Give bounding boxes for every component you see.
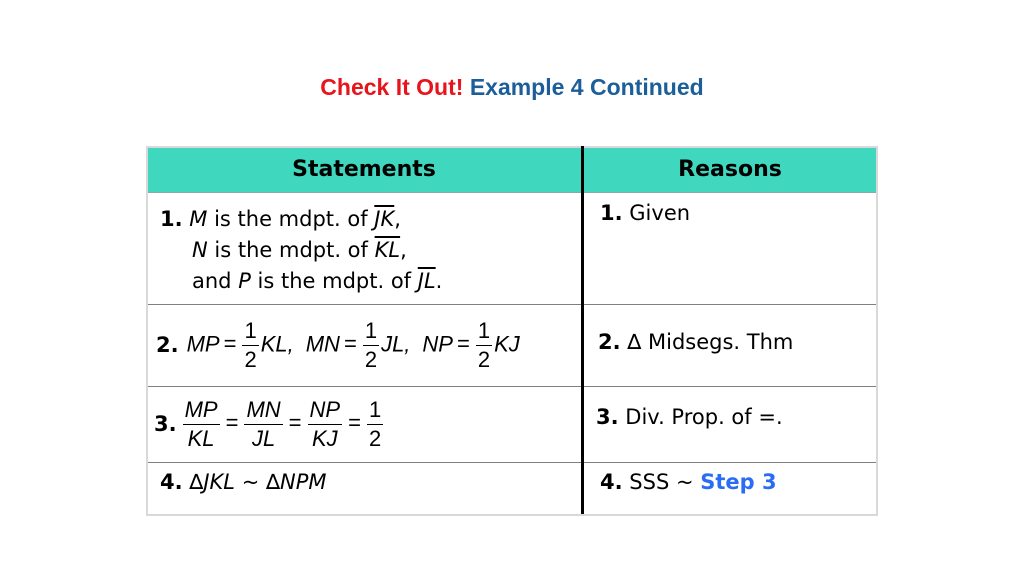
column-divider xyxy=(581,146,584,514)
title-check-it-out: Check It Out! xyxy=(320,74,464,100)
statement-2 xyxy=(156,311,520,379)
fraction-one-half: $\frac{1}{2}$ xyxy=(364,317,378,372)
statement-4-number: 4. xyxy=(160,470,183,494)
reason-3-number: 3. xyxy=(596,405,619,429)
statement-1-text: is the mdpt. of xyxy=(207,207,375,231)
equation-mn: MN = $\frac{1}{2}$ JL, xyxy=(305,317,411,372)
punctuation: . xyxy=(435,269,443,293)
fraction-one-half: $\frac{1}{2}$ xyxy=(244,317,257,372)
statement-3 xyxy=(154,390,385,458)
reason-4-number: 4. xyxy=(600,470,623,494)
similar-symbol: ~ xyxy=(235,470,266,494)
table-header xyxy=(148,148,876,193)
triangle-jkl: JKL xyxy=(203,470,236,494)
reason-1-number: 1. xyxy=(600,201,623,225)
segment-kl: $\overline{KL}$ xyxy=(374,238,401,262)
segment-jk: $\overline{JK}$ xyxy=(374,207,395,231)
reasons-header: Reasons xyxy=(678,157,782,182)
statements-header: Statements xyxy=(292,157,436,182)
statement-2-number: 2. xyxy=(156,333,179,357)
fraction-one-half: $\frac{1}{2}$ xyxy=(477,317,491,372)
point-p: P xyxy=(238,269,251,293)
reason-3-text: Div. Prop. of =. xyxy=(625,405,783,429)
segment-jl: $\overline{JL}$ xyxy=(417,269,436,293)
statement-1-number: 1. xyxy=(160,207,183,231)
point-m: M xyxy=(189,207,208,231)
row-divider xyxy=(148,462,876,463)
row-divider xyxy=(148,304,876,305)
triangle-symbol: ∆ xyxy=(189,470,204,494)
statement-3-number: 3. xyxy=(154,412,177,436)
reason-2-text: ∆ Midsegs. Thm xyxy=(627,330,794,354)
punctuation: , xyxy=(400,238,407,262)
reason-1-text: Given xyxy=(629,201,691,225)
statement-1-and: and xyxy=(192,269,239,293)
statement-1-text: is the mdpt. of xyxy=(250,269,418,293)
reason-2 xyxy=(598,330,793,354)
statement-4 xyxy=(160,470,327,494)
reason-4 xyxy=(600,470,777,494)
point-n: N xyxy=(192,238,208,262)
reason-3 xyxy=(596,405,783,429)
statement-1 xyxy=(160,204,442,297)
step-3-link[interactable]: Step 3 xyxy=(700,470,777,494)
triangle-npm: NPM xyxy=(280,470,327,494)
fraction-one-half: $\frac{1}{2}$ xyxy=(368,396,382,451)
fraction-mp-kl: $\frac{MP}{KL}$ xyxy=(184,396,218,451)
reason-4-text: SSS ~ xyxy=(629,470,694,494)
ratio-equation: $\frac{MP}{KL}$ = $\frac{MN}{JL}$ = $\frac{NP}{KJ}$ = $\frac{1}{2}$ xyxy=(184,396,382,451)
equation-mp: MP = $\frac{1}{2}$ KL, xyxy=(186,317,294,372)
triangle-symbol: ∆ xyxy=(265,470,281,494)
equation-np: NP = $\frac{1}{2}$ KJ xyxy=(422,317,520,372)
reason-2-number: 2. xyxy=(598,330,621,354)
fraction-mn-jl: $\frac{MN}{JL}$ xyxy=(246,396,281,451)
punctuation: , xyxy=(394,207,401,231)
reason-1 xyxy=(600,201,690,225)
row-divider xyxy=(148,386,876,387)
slide-title xyxy=(0,74,1024,101)
two-column-proof-table xyxy=(146,146,878,516)
title-example: Example 4 Continued xyxy=(469,74,704,100)
statement-1-text: is the mdpt. of xyxy=(207,238,375,262)
fraction-np-kj: $\frac{NP}{KJ}$ xyxy=(309,396,341,451)
